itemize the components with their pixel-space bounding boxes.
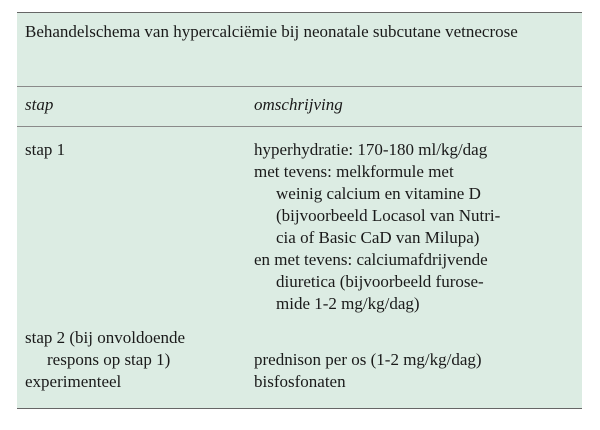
table-row-2-description: prednison per os (1-2 mg/kg/dag) — [254, 350, 482, 369]
column-header-step: stap — [25, 95, 54, 114]
table-title: Behandelschema van hypercalciëmie bij neonatale subcutane vetnecrose — [25, 22, 518, 41]
table-row-3-description: bisfosfonaten — [254, 372, 346, 391]
table-row-3-step: experimenteel — [25, 372, 122, 391]
title-divider — [17, 86, 582, 87]
table-row-1-step: stap 1 — [25, 140, 66, 159]
table-row-2-step: stap 2 (bij onvoldoende respons op stap 1) — [25, 328, 186, 369]
treatment-table — [17, 12, 582, 409]
column-header-description: omschrijving — [254, 95, 343, 114]
table-row-1-description: hyperhydratie: 170-180 ml/kg/dag met tevens: melkformule met weinig calcium en vitamine D (bijvoorbeeld Locasol van Nutri- cia of Basic CaD van Milupa) en met tevens: calciumafdrijvende diuretica (bijvoorbeeld furose- mide 1-2 mg/kg/dag) — [254, 140, 501, 313]
header-divider — [17, 126, 582, 127]
